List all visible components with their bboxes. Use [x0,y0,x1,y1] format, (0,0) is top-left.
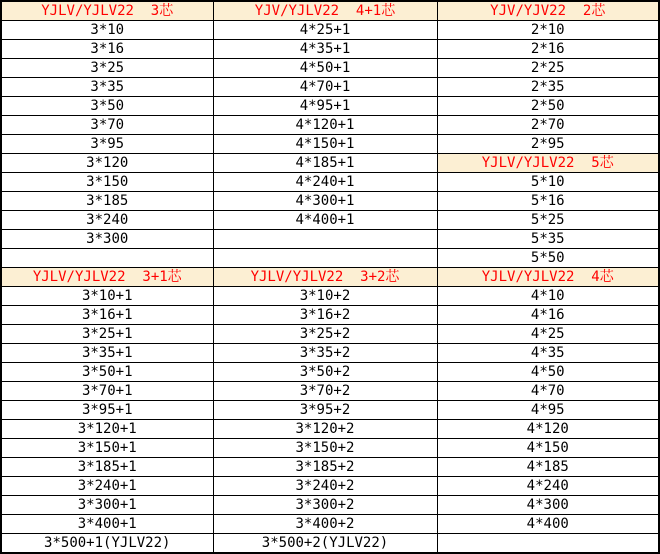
table-row [1,325,659,344]
spec-cell[interactable]: 3*10 [1,21,213,40]
spec-cell[interactable]: 2*35 [437,78,659,97]
spec-cell[interactable]: 3*500+1(YJLV22) [1,534,213,554]
table-row [1,230,659,249]
spec-cell[interactable]: 3*185 [1,192,213,211]
spec-cell[interactable]: 3*35+2 [213,344,437,363]
spec-cell[interactable]: 3*10+2 [213,287,437,306]
table-row [1,211,659,230]
table-row [1,287,659,306]
table-row [1,116,659,135]
section-header-cell[interactable]: YJLV/YJLV22 4芯 [437,268,659,287]
spec-cell[interactable]: 3*120 [1,154,213,173]
table-row [1,21,659,40]
table-row [1,306,659,325]
spec-cell[interactable]: 3*95 [1,135,213,154]
table-row [1,363,659,382]
empty-cell[interactable] [213,230,437,249]
spec-cell[interactable]: 2*70 [437,116,659,135]
spec-cell[interactable]: 3*35 [1,78,213,97]
table-row [1,268,659,287]
spec-cell[interactable]: 3*500+2(YJLV22) [213,534,437,554]
empty-cell[interactable] [1,249,213,268]
spec-cell[interactable]: 3*16+2 [213,306,437,325]
spec-cell[interactable]: 3*185+2 [213,458,437,477]
table-row [1,249,659,268]
spec-cell[interactable]: 3*25+1 [1,325,213,344]
spec-cell[interactable]: 3*240+2 [213,477,437,496]
section-header-cell[interactable]: YJLV/YJLV22 3+1芯 [1,268,213,287]
section-header-cell[interactable]: YJLV/YJLV22 5芯 [437,154,659,173]
spec-cell[interactable]: 4*35 [437,344,659,363]
spec-cell[interactable]: 4*300 [437,496,659,515]
spec-cell[interactable]: 4*70 [437,382,659,401]
spec-cell[interactable]: 4*240+1 [213,173,437,192]
spec-cell[interactable]: 4*95+1 [213,97,437,116]
spec-cell[interactable]: 4*240 [437,477,659,496]
spec-cell[interactable]: 3*120+1 [1,420,213,439]
table-row [1,59,659,78]
table-row [1,192,659,211]
spec-cell[interactable]: 4*25 [437,325,659,344]
spec-cell[interactable]: 3*240 [1,211,213,230]
spec-cell[interactable]: 3*70 [1,116,213,135]
spec-cell[interactable]: 4*185+1 [213,154,437,173]
spec-cell[interactable]: 4*35+1 [213,40,437,59]
spec-cell[interactable]: 2*95 [437,135,659,154]
spec-cell[interactable]: 4*70+1 [213,78,437,97]
table-row [1,97,659,116]
spec-cell[interactable]: 4*16 [437,306,659,325]
table-row [1,458,659,477]
spec-cell[interactable]: 3*120+2 [213,420,437,439]
spec-cell[interactable]: 4*400+1 [213,211,437,230]
empty-cell[interactable] [213,249,437,268]
spec-cell[interactable]: 4*50 [437,363,659,382]
spec-cell[interactable]: 5*10 [437,173,659,192]
table-row [1,534,659,554]
spec-cell[interactable]: 3*150+1 [1,439,213,458]
table-row [1,78,659,97]
table-row [1,344,659,363]
spec-cell[interactable]: 4*300+1 [213,192,437,211]
spec-cell[interactable]: 2*16 [437,40,659,59]
spec-cell[interactable]: 3*150 [1,173,213,192]
spec-cell[interactable]: 4*150 [437,439,659,458]
table-row [1,477,659,496]
spec-cell[interactable]: 4*50+1 [213,59,437,78]
spec-cell[interactable]: 3*70+2 [213,382,437,401]
spec-cell[interactable]: 4*25+1 [213,21,437,40]
spec-cell[interactable]: 3*16 [1,40,213,59]
spec-cell[interactable]: 3*50+1 [1,363,213,382]
spec-cell[interactable]: 3*70+1 [1,382,213,401]
table-row [1,496,659,515]
section-header-cell[interactable]: YJV/YJV22 2芯 [437,1,659,21]
spec-cell[interactable]: 5*25 [437,211,659,230]
spec-cell[interactable]: 3*95+1 [1,401,213,420]
spec-cell[interactable]: 5*50 [437,249,659,268]
spec-cell[interactable]: 3*150+2 [213,439,437,458]
cable-table-body [1,1,659,553]
spec-cell[interactable]: 4*150+1 [213,135,437,154]
table-row [1,382,659,401]
spec-cell[interactable]: 3*240+1 [1,477,213,496]
spec-cell[interactable]: 4*120 [437,420,659,439]
spec-cell[interactable]: 3*25 [1,59,213,78]
spec-cell[interactable]: 2*10 [437,21,659,40]
spec-cell[interactable]: 4*185 [437,458,659,477]
section-header-cell[interactable]: YJLV/YJLV22 3芯 [1,1,213,21]
spec-cell[interactable]: 3*25+2 [213,325,437,344]
spec-cell[interactable]: 3*300+1 [1,496,213,515]
spec-cell[interactable]: 2*50 [437,97,659,116]
spec-cell[interactable]: 4*95 [437,401,659,420]
table-row [1,515,659,534]
table-row [1,420,659,439]
section-header-cell[interactable]: YJLV/YJLV22 3+2芯 [213,268,437,287]
table-row [1,1,659,21]
spec-cell[interactable]: 3*95+2 [213,401,437,420]
spec-cell[interactable]: 3*16+1 [1,306,213,325]
spec-cell[interactable]: 4*120+1 [213,116,437,135]
table-row [1,154,659,173]
spec-cell[interactable]: 3*50+2 [213,363,437,382]
spec-cell[interactable]: 3*300+2 [213,496,437,515]
spec-cell[interactable]: 3*185+1 [1,458,213,477]
section-header-cell[interactable]: YJV/YJLV22 4+1芯 [213,1,437,21]
spec-cell[interactable]: 5*16 [437,192,659,211]
spec-cell[interactable]: 3*10+1 [1,287,213,306]
table-row [1,401,659,420]
table-row [1,135,659,154]
table-row [1,173,659,192]
spec-cell[interactable]: 2*25 [437,59,659,78]
spec-cell[interactable]: 3*50 [1,97,213,116]
spec-cell[interactable]: 4*10 [437,287,659,306]
spec-cell[interactable]: 3*400+1 [1,515,213,534]
spec-cell[interactable]: 4*400 [437,515,659,534]
spec-cell[interactable]: 3*400+2 [213,515,437,534]
empty-cell[interactable] [437,534,659,554]
table-row [1,439,659,458]
spec-cell[interactable]: 3*35+1 [1,344,213,363]
spec-cell[interactable]: 5*35 [437,230,659,249]
spec-cell[interactable]: 3*300 [1,230,213,249]
table-row [1,40,659,59]
